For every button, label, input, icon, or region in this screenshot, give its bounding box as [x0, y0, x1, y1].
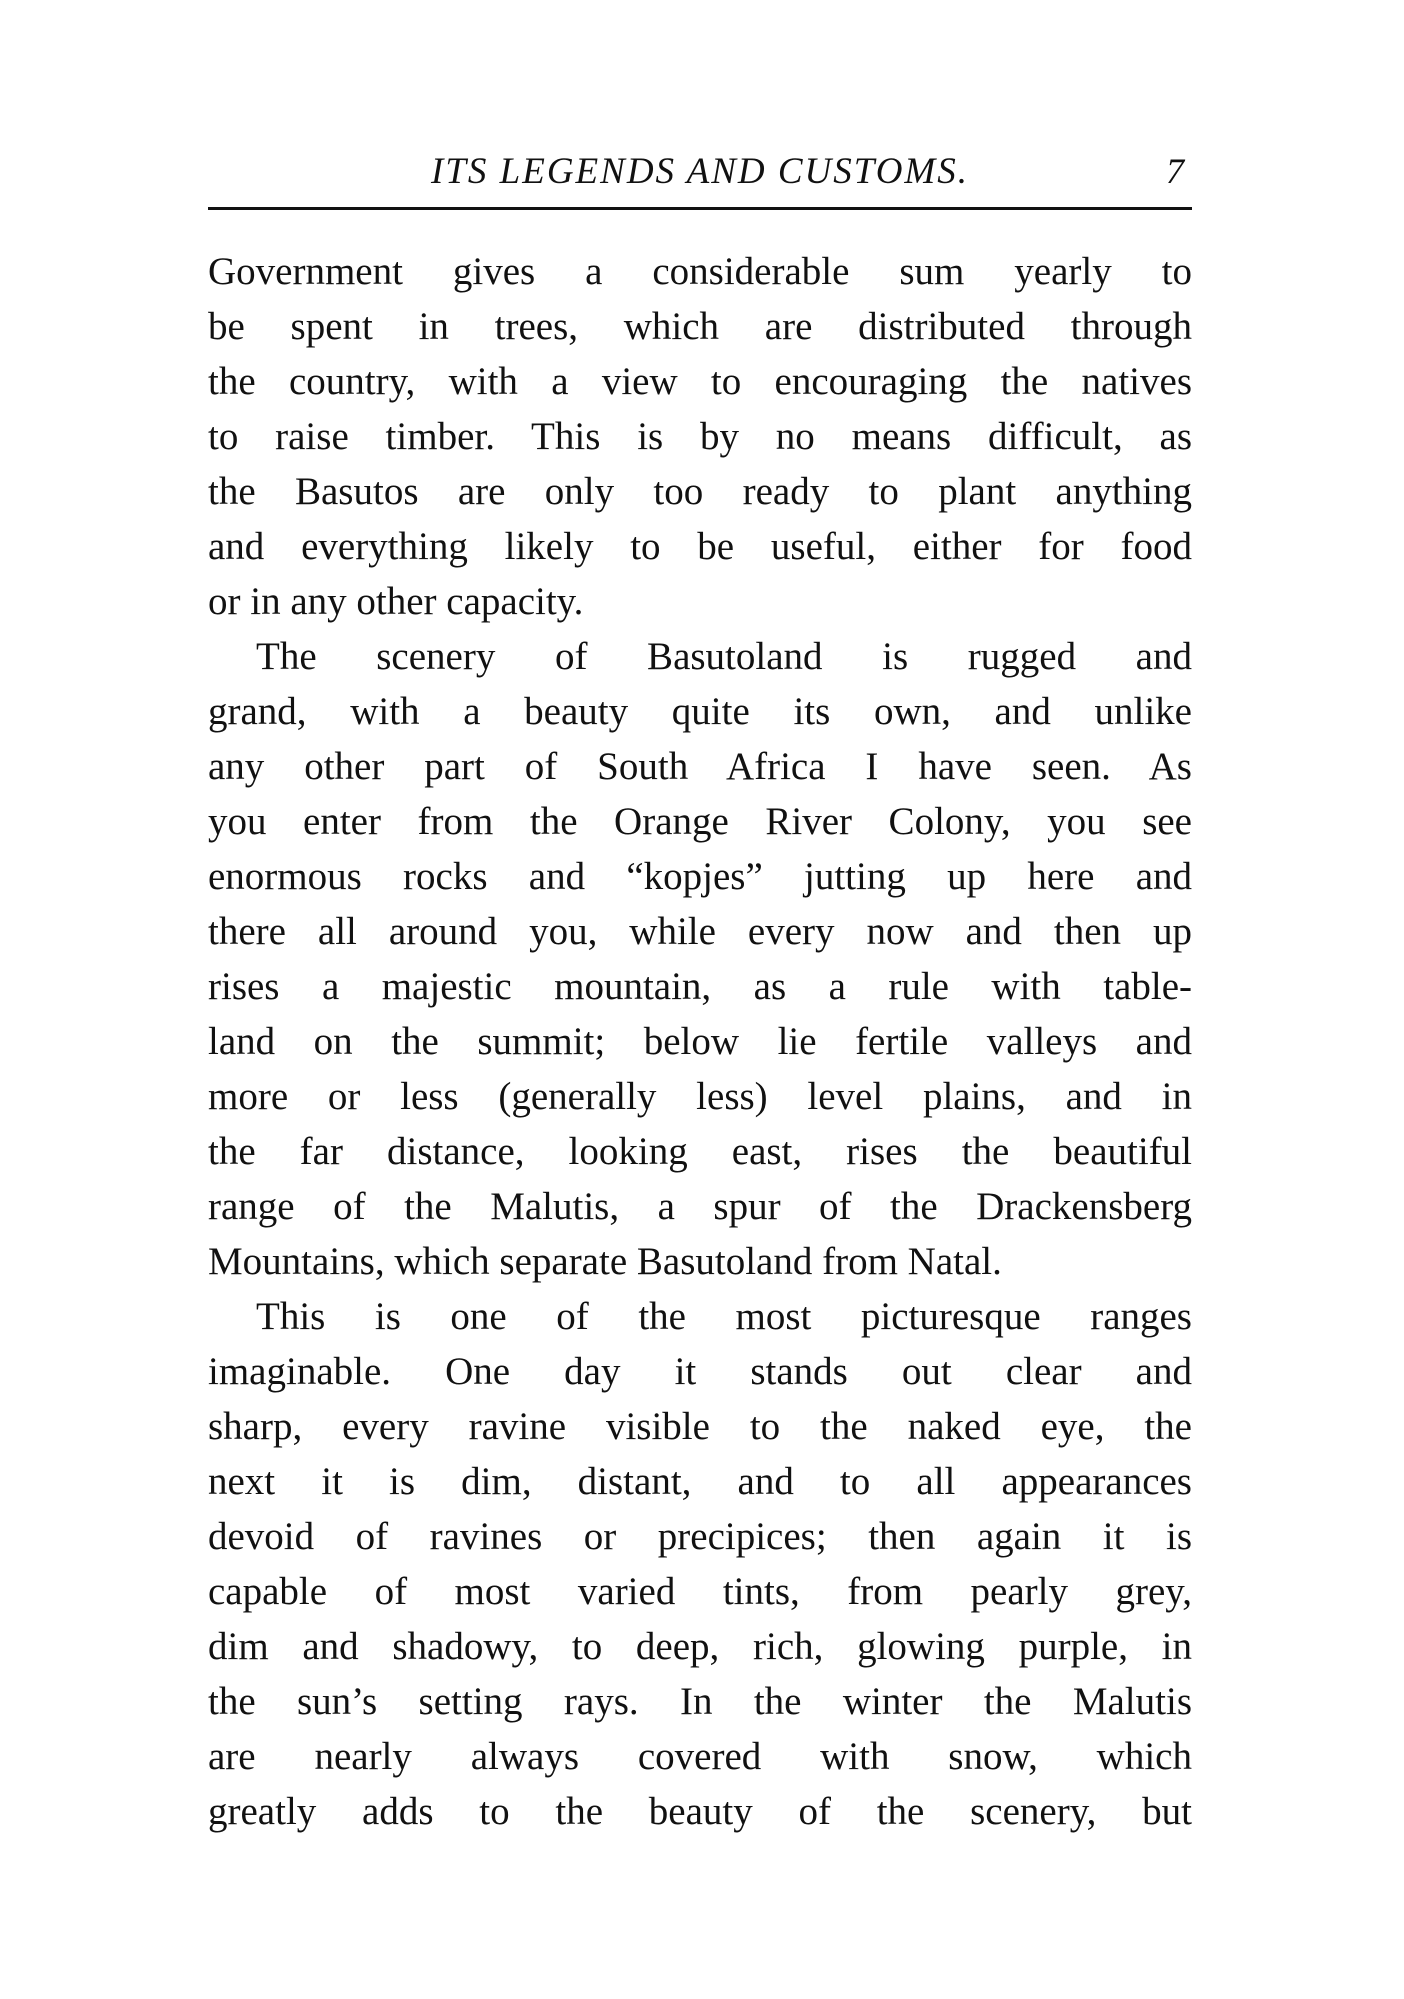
text-line: range of the Malutis, a spur of the Drackensberg — [208, 1185, 1192, 1228]
text-line: land on the summit; below lie fertile valleys and — [208, 1020, 1192, 1063]
running-title: ITS LEGENDS AND CUSTOMS. — [431, 151, 969, 192]
text-line: devoid of ravines or precipices; then again it is — [208, 1515, 1192, 1558]
text-line: sharp, every ravine visible to the naked eye, the — [208, 1405, 1192, 1448]
text-line: are nearly always covered with snow, which — [208, 1735, 1192, 1778]
text-line: there all around you, while every now and then up — [208, 910, 1192, 953]
text-line: or in any other capacity. — [208, 580, 584, 623]
text-line: Government gives a considerable sum yearly to — [208, 250, 1192, 293]
text-line: the Basutos are only too ready to plant anything — [208, 470, 1192, 513]
text-line: dim and shadowy, to deep, rich, glowing purple, in — [208, 1625, 1192, 1668]
text-line: The scenery of Basutoland is rugged and — [256, 635, 1192, 678]
text-line: the country, with a view to encouraging the natives — [208, 360, 1192, 403]
text-line: capable of most varied tints, from pearly grey, — [208, 1570, 1192, 1613]
body-text — [208, 244, 1192, 1839]
text-line: the far distance, looking east, rises the beautiful — [208, 1130, 1192, 1173]
header-rule — [208, 207, 1192, 210]
text-line: Mountains, which separate Basutoland from Natal. — [208, 1240, 1002, 1283]
text-line: you enter from the Orange River Colony, you see — [208, 800, 1192, 843]
text-line: any other part of South Africa I have seen. As — [208, 745, 1192, 788]
text-line: imaginable. One day it stands out clear and — [208, 1350, 1192, 1393]
text-line: This is one of the most picturesque ranges — [256, 1295, 1192, 1338]
text-line: next it is dim, distant, and to all appearances — [208, 1460, 1192, 1503]
text-line: be spent in trees, which are distributed through — [208, 305, 1192, 348]
text-line: the sun’s setting rays. In the winter the Malutis — [208, 1680, 1192, 1723]
text-line: greatly adds to the beauty of the scenery, but — [208, 1790, 1192, 1833]
text-line: and everything likely to be useful, either for food — [208, 525, 1192, 568]
page-number: 7 — [1166, 151, 1184, 191]
text-line: enormous rocks and “kopjes” jutting up here and — [208, 855, 1192, 898]
text-line: to raise timber. This is by no means difficult, as — [208, 415, 1192, 458]
text-line: grand, with a beauty quite its own, and unlike — [208, 690, 1192, 733]
running-head — [208, 142, 1192, 202]
text-line: rises a majestic mountain, as a rule with table- — [208, 965, 1192, 1008]
text-line: more or less (generally less) level plains, and in — [208, 1075, 1192, 1118]
